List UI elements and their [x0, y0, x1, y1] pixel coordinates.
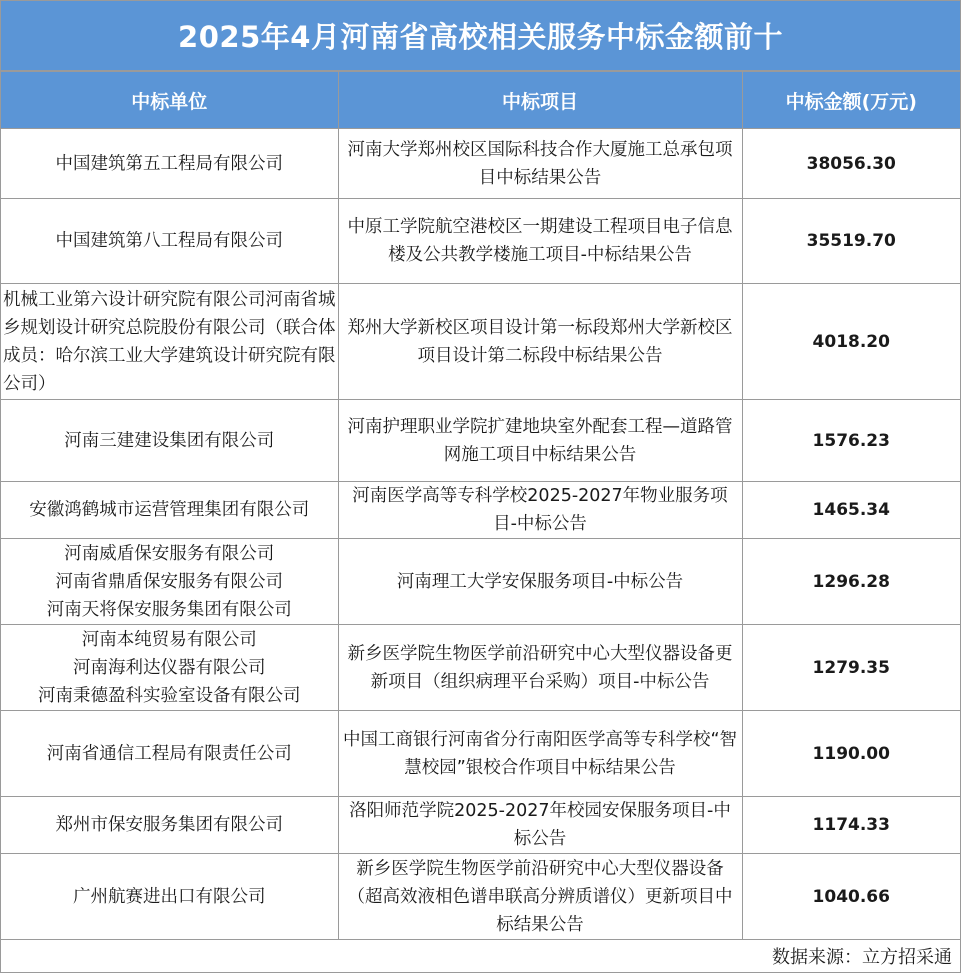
- table-row: [1, 854, 960, 940]
- award-table: [1, 71, 960, 940]
- amount-cell: 1296.28: [742, 539, 960, 625]
- table-row: [1, 625, 960, 711]
- header-project: 中标项目: [338, 72, 742, 129]
- header-row: [1, 72, 960, 129]
- table-row: [1, 711, 960, 797]
- winner-cell: 中国建筑第五工程局有限公司: [1, 129, 338, 199]
- project-cell: 新乡医学院生物医学前沿研究中心大型仪器设备（超高效液相色谱串联高分辨质谱仪）更新项目中标结果公告: [338, 854, 742, 940]
- project-cell: 河南理工大学安保服务项目-中标公告: [338, 539, 742, 625]
- amount-cell: 4018.20: [742, 284, 960, 400]
- amount-cell: 1190.00: [742, 711, 960, 797]
- header-amount: 中标金额(万元): [742, 72, 960, 129]
- project-cell: 河南医学高等专科学校2025-2027年物业服务项目-中标公告: [338, 482, 742, 539]
- table-row: [1, 539, 960, 625]
- amount-cell: 1465.34: [742, 482, 960, 539]
- winner-cell: 郑州市保安服务集团有限公司: [1, 797, 338, 854]
- winner-cell: 河南威盾保安服务有限公司 河南省鼎盾保安服务有限公司 河南天将保安服务集团有限公司: [1, 539, 338, 625]
- winner-cell: 河南省通信工程局有限责任公司: [1, 711, 338, 797]
- winner-cell: 安徽鸿鹤城市运营管理集团有限公司: [1, 482, 338, 539]
- page-title: 2025年4月河南省高校相关服务中标金额前十: [1, 1, 960, 71]
- amount-cell: 35519.70: [742, 199, 960, 284]
- winner-cell: 河南本纯贸易有限公司 河南海利达仪器有限公司 河南秉德盈科实验室设备有限公司: [1, 625, 338, 711]
- winner-cell: 广州航赛进出口有限公司: [1, 854, 338, 940]
- project-cell: 河南大学郑州校区国际科技合作大厦施工总承包项目中标结果公告: [338, 129, 742, 199]
- winner-cell: 中国建筑第八工程局有限公司: [1, 199, 338, 284]
- header-unit: 中标单位: [1, 72, 338, 129]
- project-cell: 新乡医学院生物医学前沿研究中心大型仪器设备更新项目（组织病理平台采购）项目-中标公告: [338, 625, 742, 711]
- amount-cell: 1174.33: [742, 797, 960, 854]
- winner-cell: 河南三建建设集团有限公司: [1, 400, 338, 482]
- project-cell: 中国工商银行河南省分行南阳医学高等专科学校“智慧校园”银校合作项目中标结果公告: [338, 711, 742, 797]
- project-cell: 河南护理职业学院扩建地块室外配套工程—道路管网施工项目中标结果公告: [338, 400, 742, 482]
- amount-cell: 38056.30: [742, 129, 960, 199]
- table-row: [1, 199, 960, 284]
- winner-cell: 机械工业第六设计研究院有限公司河南省城乡规划设计研究总院股份有限公司（联合体成员：哈尔滨工业大学建筑设计研究院有限公司）: [1, 284, 338, 400]
- table-row: [1, 400, 960, 482]
- amount-cell: 1040.66: [742, 854, 960, 940]
- table-row: [1, 129, 960, 199]
- table-row: [1, 284, 960, 400]
- table-row: [1, 797, 960, 854]
- project-cell: 中原工学院航空港校区一期建设工程项目电子信息楼及公共教学楼施工项目-中标结果公告: [338, 199, 742, 284]
- amount-cell: 1576.23: [742, 400, 960, 482]
- amount-cell: 1279.35: [742, 625, 960, 711]
- project-cell: 郑州大学新校区项目设计第一标段郑州大学新校区项目设计第二标段中标结果公告: [338, 284, 742, 400]
- data-source-note: 数据来源：立方招采通: [772, 947, 952, 968]
- project-cell: 洛阳师范学院2025-2027年校园安保服务项目-中标公告: [338, 797, 742, 854]
- table-row: [1, 482, 960, 539]
